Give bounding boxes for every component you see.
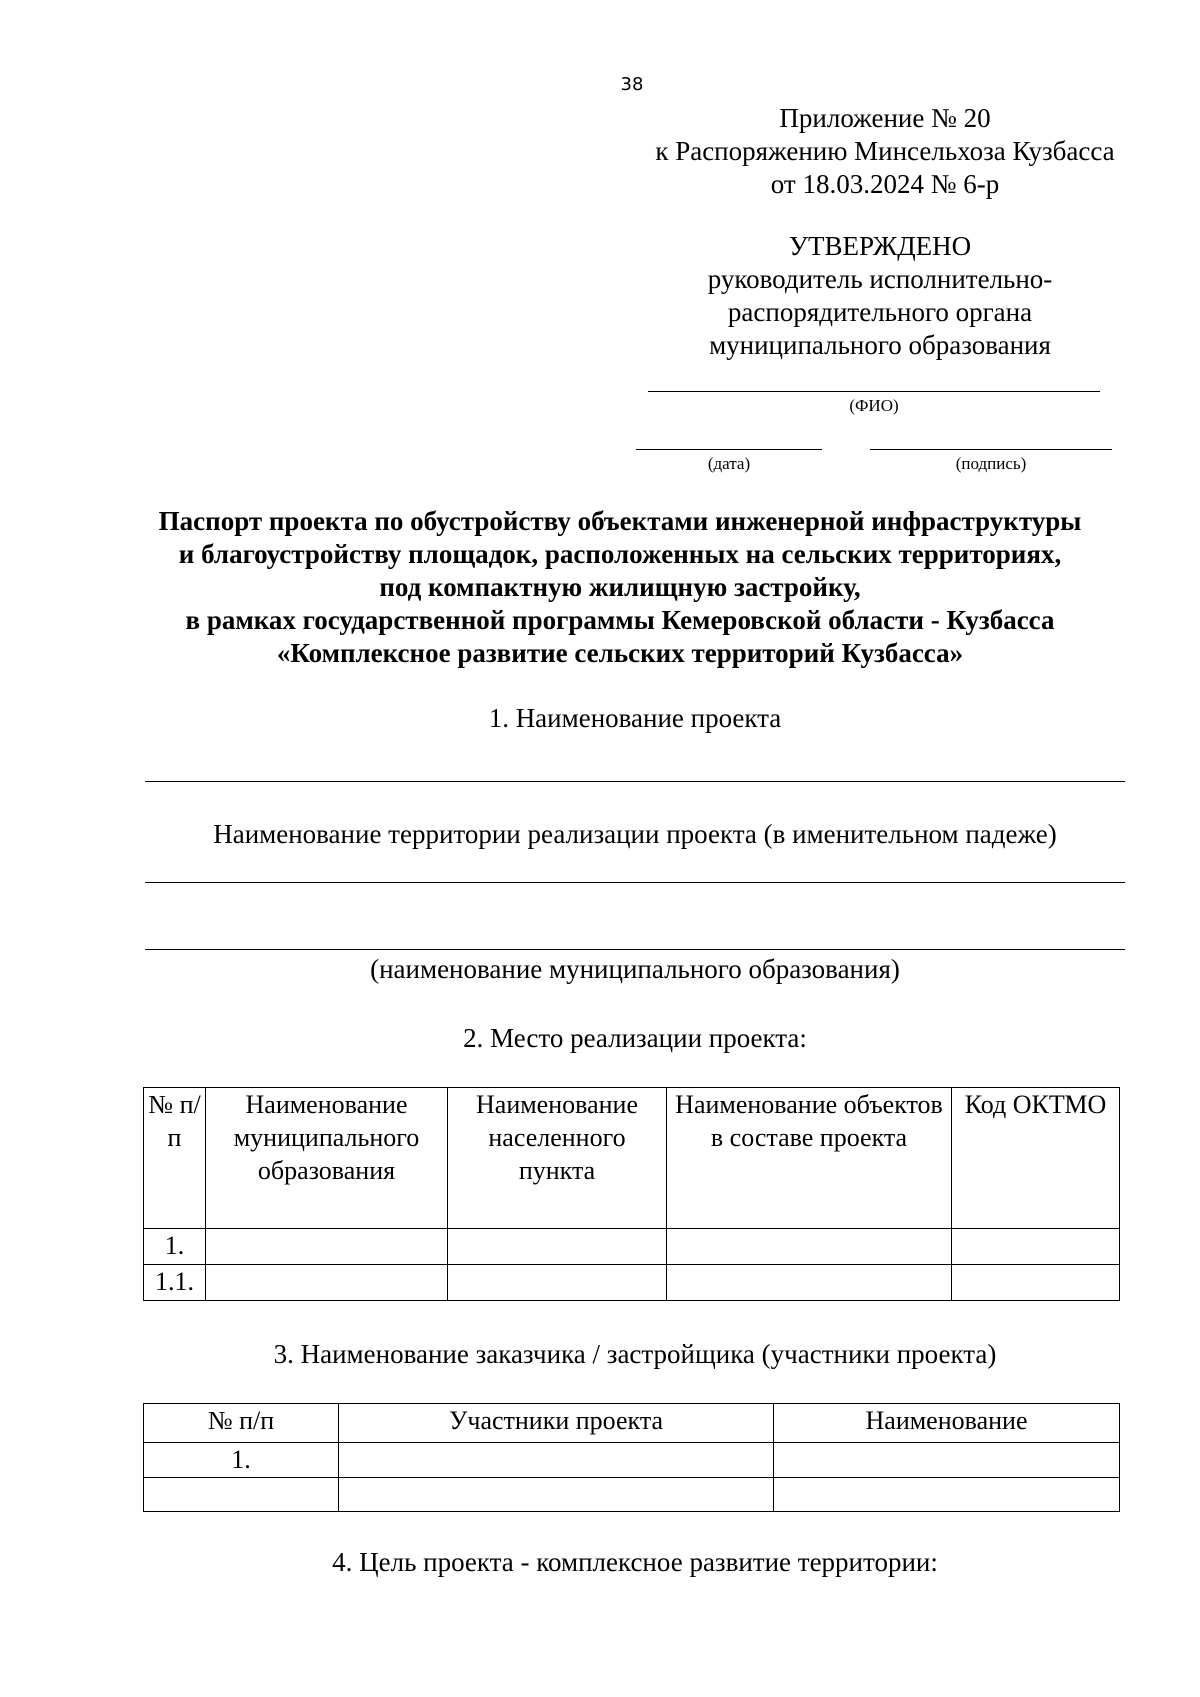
table-cell: 1.1. [144,1265,206,1301]
document-title [100,505,1140,670]
date-line [636,449,822,450]
table-cell [206,1229,448,1265]
table-row [144,1478,1120,1512]
table-cell [339,1443,774,1478]
table-cell [952,1229,1120,1265]
table-cell [448,1229,667,1265]
table-cell [448,1265,667,1301]
location-table [143,1087,1120,1301]
table-cell [667,1265,952,1301]
title-line-4: в рамках государственной программы Кемеровской области - Кузбасса [185,605,1055,635]
municipality-caption: (наименование муниципального образования) [370,954,900,984]
table-cell [774,1443,1120,1478]
table-cell: 1. [144,1443,339,1478]
table-cell: 1. [144,1229,206,1265]
appendix-order: к Распоряжению Минсельхоза Кузбасса [655,136,1115,166]
column-header: № п/п [144,1088,206,1229]
title-line-5: «Комплексное развитие сельских территорий Кузбасса» [276,638,964,668]
approval-line-2: распорядительного органа [727,297,1033,327]
column-header: Наименование муниципального образования [206,1088,448,1229]
territory-label: Наименование территории реализации проекта (в именительном падеже) [213,819,1057,849]
table-row [144,1443,1120,1478]
approval-line-1: руководитель исполнительно- [707,264,1053,294]
table-cell [206,1265,448,1301]
table-cell [952,1265,1120,1301]
appendix-date: от 18.03.2024 № 6-р [770,169,1000,199]
approval-block [660,230,1100,362]
appendix-number: Приложение № 20 [779,103,991,133]
page-number: 38 [620,74,644,95]
approval-line-3: муниципального образования [709,330,1051,360]
title-line-1: Паспорт проекта по обустройству объектами инженерной инфраструктуры [158,506,1082,536]
column-header: № п/п [144,1404,339,1443]
table-cell [667,1229,952,1265]
project-name-line [145,781,1125,782]
signature-line [870,449,1112,450]
table-cell [774,1478,1120,1512]
approval-heading: УТВЕРЖДЕНО [788,231,972,261]
section-1-heading: 1. Наименование проекта [488,703,782,733]
table-cell [339,1478,774,1512]
title-line-3: под компактную жилищную застройку, [379,572,861,602]
section-4-heading: 4. Цель проекта - комплексное развитие территории: [332,1547,938,1577]
participants-table-header [144,1404,1120,1443]
column-header: Код ОКТМО [952,1088,1120,1229]
section-3-heading: 3. Наименование заказчика / застройщика (участники проекта) [273,1339,997,1369]
table-row [144,1229,1120,1265]
column-header: Наименование [774,1404,1120,1443]
fio-line [648,391,1100,392]
signature-caption: (подпись) [955,454,1027,473]
appendix-block [640,102,1130,201]
column-header: Участники проекта [339,1404,774,1443]
fio-caption: (ФИО) [849,396,899,415]
table-row [144,1265,1120,1301]
column-header: Наименование населенного пункта [448,1088,667,1229]
municipality-line [145,949,1125,950]
table-cell [144,1478,339,1512]
title-line-2: и благоустройству площадок, расположенных на сельских территориях, [178,539,1062,569]
territory-line [145,882,1125,883]
section-2-heading: 2. Место реализации проекта: [463,1023,807,1053]
location-table-header [144,1088,1120,1229]
column-header: Наименование объектов в составе проекта [667,1088,952,1229]
participants-table [143,1403,1120,1512]
date-caption: (дата) [707,454,751,473]
